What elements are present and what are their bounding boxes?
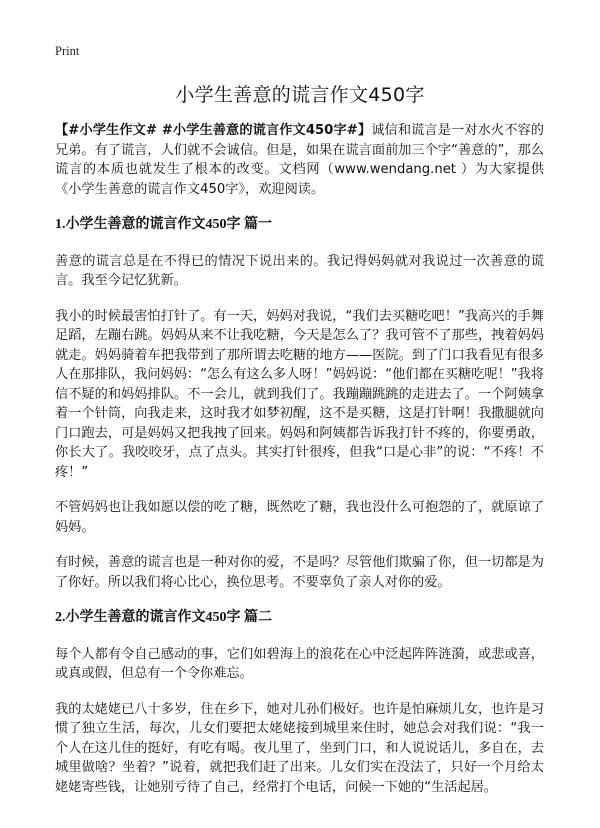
print-label: Print — [55, 44, 80, 58]
intro-tag: 【#小学生作文# #小学生善意的谎言作文450字#】 — [55, 123, 372, 138]
section-1-paragraph-4: 有时候，善意的谎言也是一种对你的爱，不是吗？尽管他们欺骗了你，但一切都是为了你好。所以我们将心比心，换位思考。不要辜负了亲人对你的爱。 — [55, 555, 544, 590]
section-1-paragraph-2: 我小的时候最害怕打针了。有一天，妈妈对我说，“我们去买糖吃吧！”我高兴的手舞足蹈，左蹦右跳。妈妈从来不让我吃糖，今天是怎么了？我可管不了那些，拽着妈妈就走。妈妈骑着车把我带到了那所谓去吃糖的地方——医院。到了门口我看见有很多人在那排队，我问妈妈：“怎么有这么多人呀！”妈妈说：“他们都在买糖吃呢！”我将信不疑的和妈妈排队。不一会儿，就到我们了。我蹦蹦跳跳的走进去了。一个阿姨拿着一个针筒，向我走来，这时我才如梦初醒，这不是买糖，这是打针啊！我撒腿就向门口跑去，可是妈妈又把我拽了回来。妈妈和阿姨都告诉我打针不疼的，你要勇敢，你长大了。我咬咬牙，点了点头。其实打针很疼，但我“口是心非”的说：“不疼！不疼！” — [55, 308, 544, 480]
section-heading-1: 1.小学生善意的谎言作文450字 篇一 — [55, 217, 272, 232]
intro-paragraph — [55, 121, 544, 199]
section-2-paragraph-1: 每个人都有令自己感动的事，它们如碧海上的浪花在心中泛起阵阵涟漪，或悲或喜，或真或假，但总有一个令你难忘。 — [55, 646, 544, 681]
section-1-paragraph-1: 善意的谎言总是在不得已的情况下说出来的。我记得妈妈就对我说过一次善意的谎言。我至今记忆犹新。 — [55, 253, 544, 288]
document-title: 小学生善意的谎言作文450字 — [175, 84, 425, 106]
intro-text: 诚信和谎言是一对水火不容的兄弟。有了谎言，人们就不会诚信。但是，如果在谎言面前加三个字“善意的”，那么谎言的本质也就发生了根本的改变。文档网（www.wendang.net ）为大家提供《小学生善意的谎言作文450字》，欢迎阅读。 — [55, 123, 544, 197]
section-2-paragraph-2: 我的太姥姥已八十多岁，住在乡下，她对儿孙们极好。也许是怕麻烦儿女，也许是习惯了独立生活，每次，儿女们要把太姥姥接到城里来住时，她总会对我们说：“我一个人在这儿住的挺好，有吃有喝。夜儿里了，坐到门口，和人说说话儿，多自在，去城里做啥？坐着？”说着，就把我们赶了出来。儿女们实在没法了，只好一个月给太姥姥寄些钱，让她别亏待了自己，经常打个电话，问候一下她的“生活起居。 — [55, 701, 544, 795]
document-body — [55, 121, 544, 813]
section-1-paragraph-3: 不管妈妈也让我如愿以偿的吃了糖，既然吃了糖，我也没什么可抱怨的了，就原谅了妈妈。 — [55, 500, 544, 535]
section-heading-2: 2.小学生善意的谎言作文450字 篇二 — [55, 610, 272, 625]
